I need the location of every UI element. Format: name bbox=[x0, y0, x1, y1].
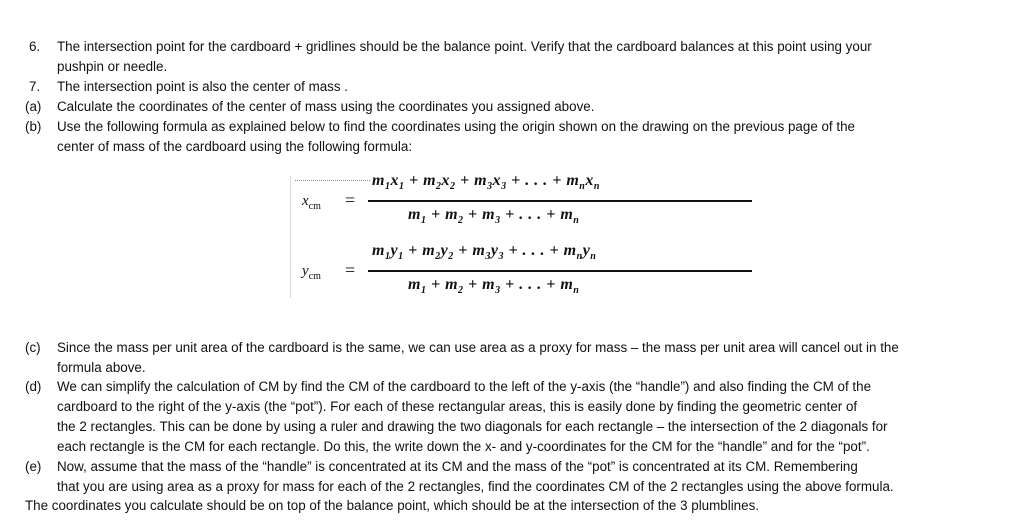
item-text: the 2 rectangles. This can be done by using a ruler and drawing the two diagonals for each rectangle – the intersection of the 2 diagonals for bbox=[57, 419, 888, 434]
item-number: (e) bbox=[25, 459, 42, 474]
x-numerator: $m_1x_1 + m_2x_2 + m_3x_3$ + . . . + $m_nx_n$ bbox=[372, 172, 600, 193]
item-text: each rectangle is the CM for each rectangle. Do this, the write down the x- and y-coordinates for the CM for the “handle” and for the “pot”. bbox=[57, 439, 870, 454]
item-number: 6. bbox=[29, 39, 41, 54]
y-denominator: $m_1 + m_2 + m_3$ + . . . + $m_n$ bbox=[408, 276, 580, 297]
y-cm-label: $y_{cm}$ bbox=[302, 263, 321, 282]
y-fraction-bar bbox=[368, 270, 752, 272]
x-cm-label: $x_{cm}$ bbox=[302, 193, 321, 212]
x-denominator: $m_1 + m_2 + m_3$ + . . . + $m_n$ bbox=[408, 206, 580, 227]
y-numerator: $m_1y_1 + m_2y_2 + m_3y_3$ + . . . + $m_ny_n$ bbox=[372, 242, 597, 263]
item-number: (c) bbox=[25, 340, 41, 355]
item-text: The intersection point is also the center of mass . bbox=[57, 79, 349, 94]
item-text: The intersection point for the cardboard + gridlines should be the balance point. Verify that the cardboard balances at this point using your bbox=[57, 39, 872, 54]
formula-dotted-guide bbox=[295, 180, 370, 181]
item-number: (a) bbox=[25, 99, 42, 114]
item-text: center of mass of the cardboard using the following formula: bbox=[57, 139, 413, 154]
item-text: that you are using area as a proxy for mass for each of the 2 rectangles, find the coordinates CM of the 2 rectangles using the above formula. bbox=[57, 479, 894, 494]
item-text: pushpin or needle. bbox=[57, 59, 168, 74]
center-of-mass-formula bbox=[290, 170, 750, 310]
y-equals-sign: = bbox=[345, 260, 356, 280]
item-text: formula above. bbox=[57, 360, 146, 375]
item-number: (b) bbox=[25, 119, 42, 134]
x-equals-sign: = bbox=[345, 190, 356, 210]
item-text: We can simplify the calculation of CM by find the CM of the cardboard to the left of the y-axis (the “handle”) and also finding the CM of the bbox=[57, 379, 872, 394]
item-text: cardboard to the right of the y-axis (the “pot”). For each of these rectangular areas, this is easily done by finding the geometric center of bbox=[57, 399, 858, 414]
item-number: (d) bbox=[25, 379, 42, 394]
x-fraction-bar bbox=[368, 200, 752, 202]
item-text: Use the following formula as explained below to find the coordinates using the origin shown on the drawing on the previous page of the bbox=[57, 119, 855, 134]
item-text: Now, assume that the mass of the “handle” is concentrated at its CM and the mass of the “pot” is concentrated at its CM. Remembering bbox=[57, 459, 858, 474]
item-text: Calculate the coordinates of the center of mass using the coordinates you assigned above. bbox=[57, 99, 595, 114]
formula-left-rule bbox=[290, 176, 291, 298]
item-text: Since the mass per unit area of the cardboard is the same, we can use area as a proxy for mass – the mass per unit area will cancel out in the bbox=[57, 340, 899, 355]
item-number: 7. bbox=[29, 79, 41, 94]
closing-sentence: The coordinates you calculate should be on top of the balance point, which should be at the intersection of the 3 plumblines. bbox=[25, 498, 759, 513]
